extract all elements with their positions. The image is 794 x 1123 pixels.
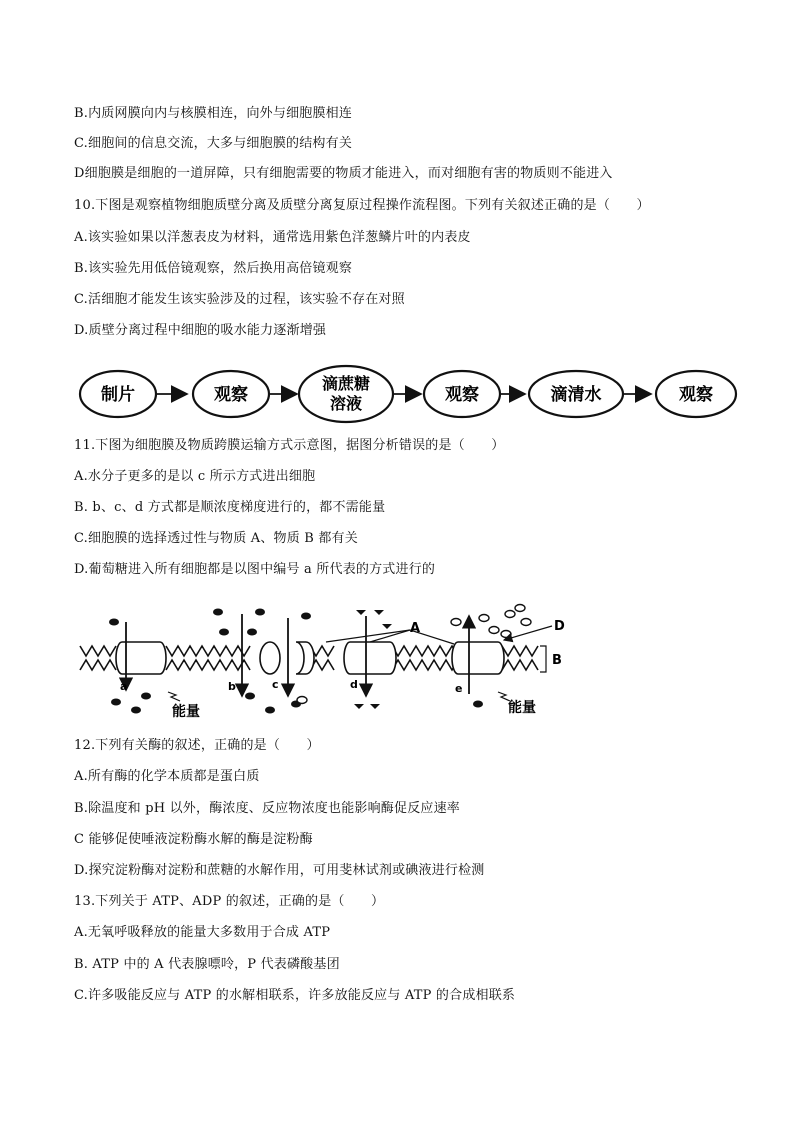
flow-node-6-label: 观察 (679, 385, 713, 405)
label-d: d (350, 678, 358, 691)
label-b: b (228, 680, 236, 693)
flow-node-4-label: 观察 (445, 385, 479, 405)
flow-node-6 (656, 371, 736, 417)
question-11-stem: 11.下图为细胞膜及物质跨膜运输方式示意图，据图分析错误的是（ ） (74, 438, 505, 453)
label-a: a (120, 680, 128, 693)
flow-node-5 (529, 371, 623, 417)
option-11d: D.葡萄糖进入所有细胞都是以图中编号 a 所代表的方式进行的 (74, 562, 436, 577)
option-12a: A.所有酶的化学本质都是蛋白质 (74, 769, 260, 784)
option-10d: D.质壁分离过程中细胞的吸水能力逐渐增强 (74, 323, 327, 338)
flow-node-4 (424, 371, 500, 417)
flow-node-3-label-line2: 溶液 (329, 394, 363, 413)
option-9c: C.细胞间的信息交流，大多与细胞膜的结构有关 (74, 136, 353, 151)
membrane-proteins (116, 642, 504, 674)
option-10c: C.活细胞才能发生该实验涉及的过程，该实验不存在对照 (74, 292, 405, 307)
label-A: A (410, 621, 421, 636)
option-13b: B. ATP 中的 A 代表腺嘌呤，P 代表磷酸基团 (74, 957, 340, 972)
flow-node-2 (193, 371, 269, 417)
option-12b: B.除温度和 pH 以外，酶浓度、反应物浓度也能影响酶促反应速率 (74, 801, 461, 816)
flow-node-2-label: 观察 (214, 385, 248, 405)
option-11c: C.细胞膜的选择透过性与物质 A、物质 B 都有关 (74, 531, 358, 546)
option-12c: C 能够促使唾液淀粉酶水解的酶是淀粉酶 (74, 832, 313, 847)
flow-node-3-label-line1: 滴蔗糖 (321, 374, 371, 393)
label-energy-2: 能量 (508, 700, 536, 716)
question-12-stem: 12.下列有关酶的叙述，正确的是（ ） (74, 738, 320, 753)
flow-node-5-label: 滴清水 (550, 385, 602, 405)
option-10b: B.该实验先用低倍镜观察，然后换用高倍镜观察 (74, 261, 353, 276)
option-11b: B. b、c、d 方式都是顺浓度梯度进行的，都不需能量 (74, 500, 386, 515)
label-c: c (272, 678, 279, 691)
option-11a: A.水分子更多的是以 c 所示方式进出细胞 (74, 469, 316, 484)
label-energy-1: 能量 (172, 704, 200, 720)
label-B: B (552, 653, 562, 668)
label-D: D (554, 619, 565, 634)
option-10a: A.该实验如果以洋葱表皮为材料，通常选用紫色洋葱鳞片叶的内表皮 (74, 230, 471, 245)
flow-node-1 (80, 371, 156, 417)
flow-node-1-label: 制片 (101, 385, 135, 405)
option-9d: D细胞膜是细胞的一道屏障，只有细胞需要的物质才能进入，而对细胞有害的物质则不能进入 (74, 166, 613, 181)
flow-node-3 (299, 366, 393, 422)
question-10-stem: 10.下图是观察植物细胞质壁分离及质壁分离复原过程操作流程图。下列有关叙述正确的是（ ） (74, 198, 650, 213)
question-13-stem: 13.下列关于 ATP、ADP 的叙述，正确的是（ ） (74, 894, 385, 909)
option-13a: A.无氧呼吸释放的能量大多数用于合成 ATP (74, 925, 331, 940)
option-9b: B.内质网膜向内与核膜相连，向外与细胞膜相连 (74, 106, 353, 121)
label-e: e (455, 682, 463, 695)
membrane-transport-figure (74, 600, 574, 725)
option-13c: C.许多吸能反应与 ATP 的水解相联系，许多放能反应与 ATP 的合成相联系 (74, 988, 516, 1003)
flowchart-figure (74, 362, 740, 426)
option-12d: D.探究淀粉酶对淀粉和蔗糖的水解作用，可用斐林试剂或碘液进行检测 (74, 863, 485, 878)
